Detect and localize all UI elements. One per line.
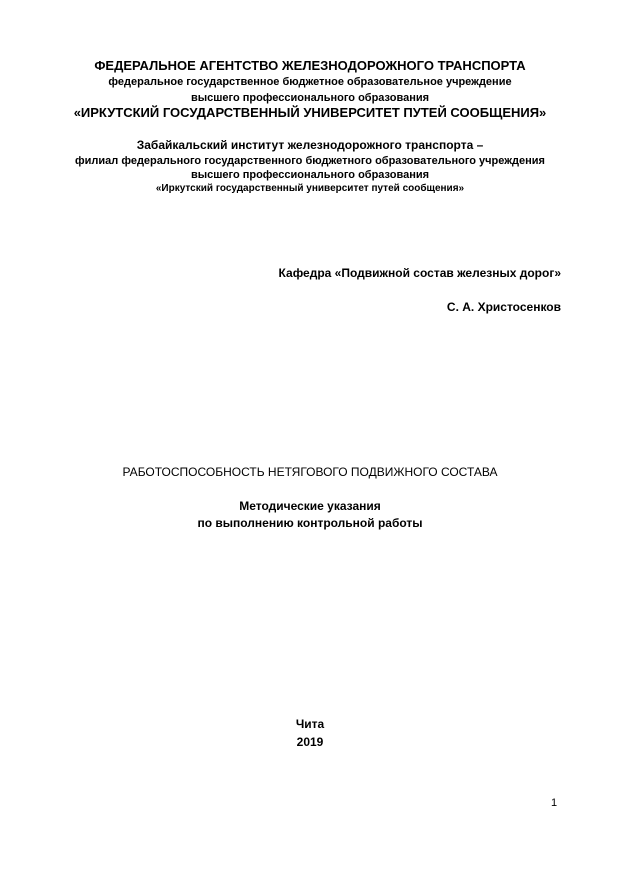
document-title: РАБОТОСПОСОБНОСТЬ НЕТЯГОВОГО ПОДВИЖНОГО СОСТАВА (122, 465, 498, 479)
document-subtitle-2: по выполнению контрольной работы (197, 516, 423, 530)
branch-line-3: «Иркутский государственный университет путей сообщения» (155, 183, 465, 194)
institution-type-line-2: высшего профессионального образования (190, 92, 430, 104)
author-name: С. А. Христосенков (446, 300, 561, 314)
institution-type-line-1: федеральное государственное бюджетное образовательное учреждение (108, 76, 512, 88)
document-subtitle-1: Методические указания (239, 499, 381, 513)
page-number: 1 (551, 797, 558, 809)
agency-heading: ФЕДЕРАЛЬНОЕ АГЕНТСТВО ЖЕЛЕЗНОДОРОЖНОГО ТРАНСПОРТА (94, 58, 526, 73)
university-name: «ИРКУТСКИЙ ГОСУДАРСТВЕННЫЙ УНИВЕРСИТЕТ ПУТЕЙ СООБЩЕНИЯ» (73, 105, 547, 120)
year: 2019 (296, 735, 324, 749)
department-name: Кафедра «Подвижной состав железных дорог» (278, 266, 561, 280)
branch-name: Забайкальский институт железнодорожного транспорта – (136, 138, 484, 152)
branch-line-2: высшего профессионального образования (190, 169, 430, 181)
branch-line-1: филиал федерального государственного бюджетного образовательного учреждения (75, 155, 545, 167)
city: Чита (295, 717, 325, 731)
